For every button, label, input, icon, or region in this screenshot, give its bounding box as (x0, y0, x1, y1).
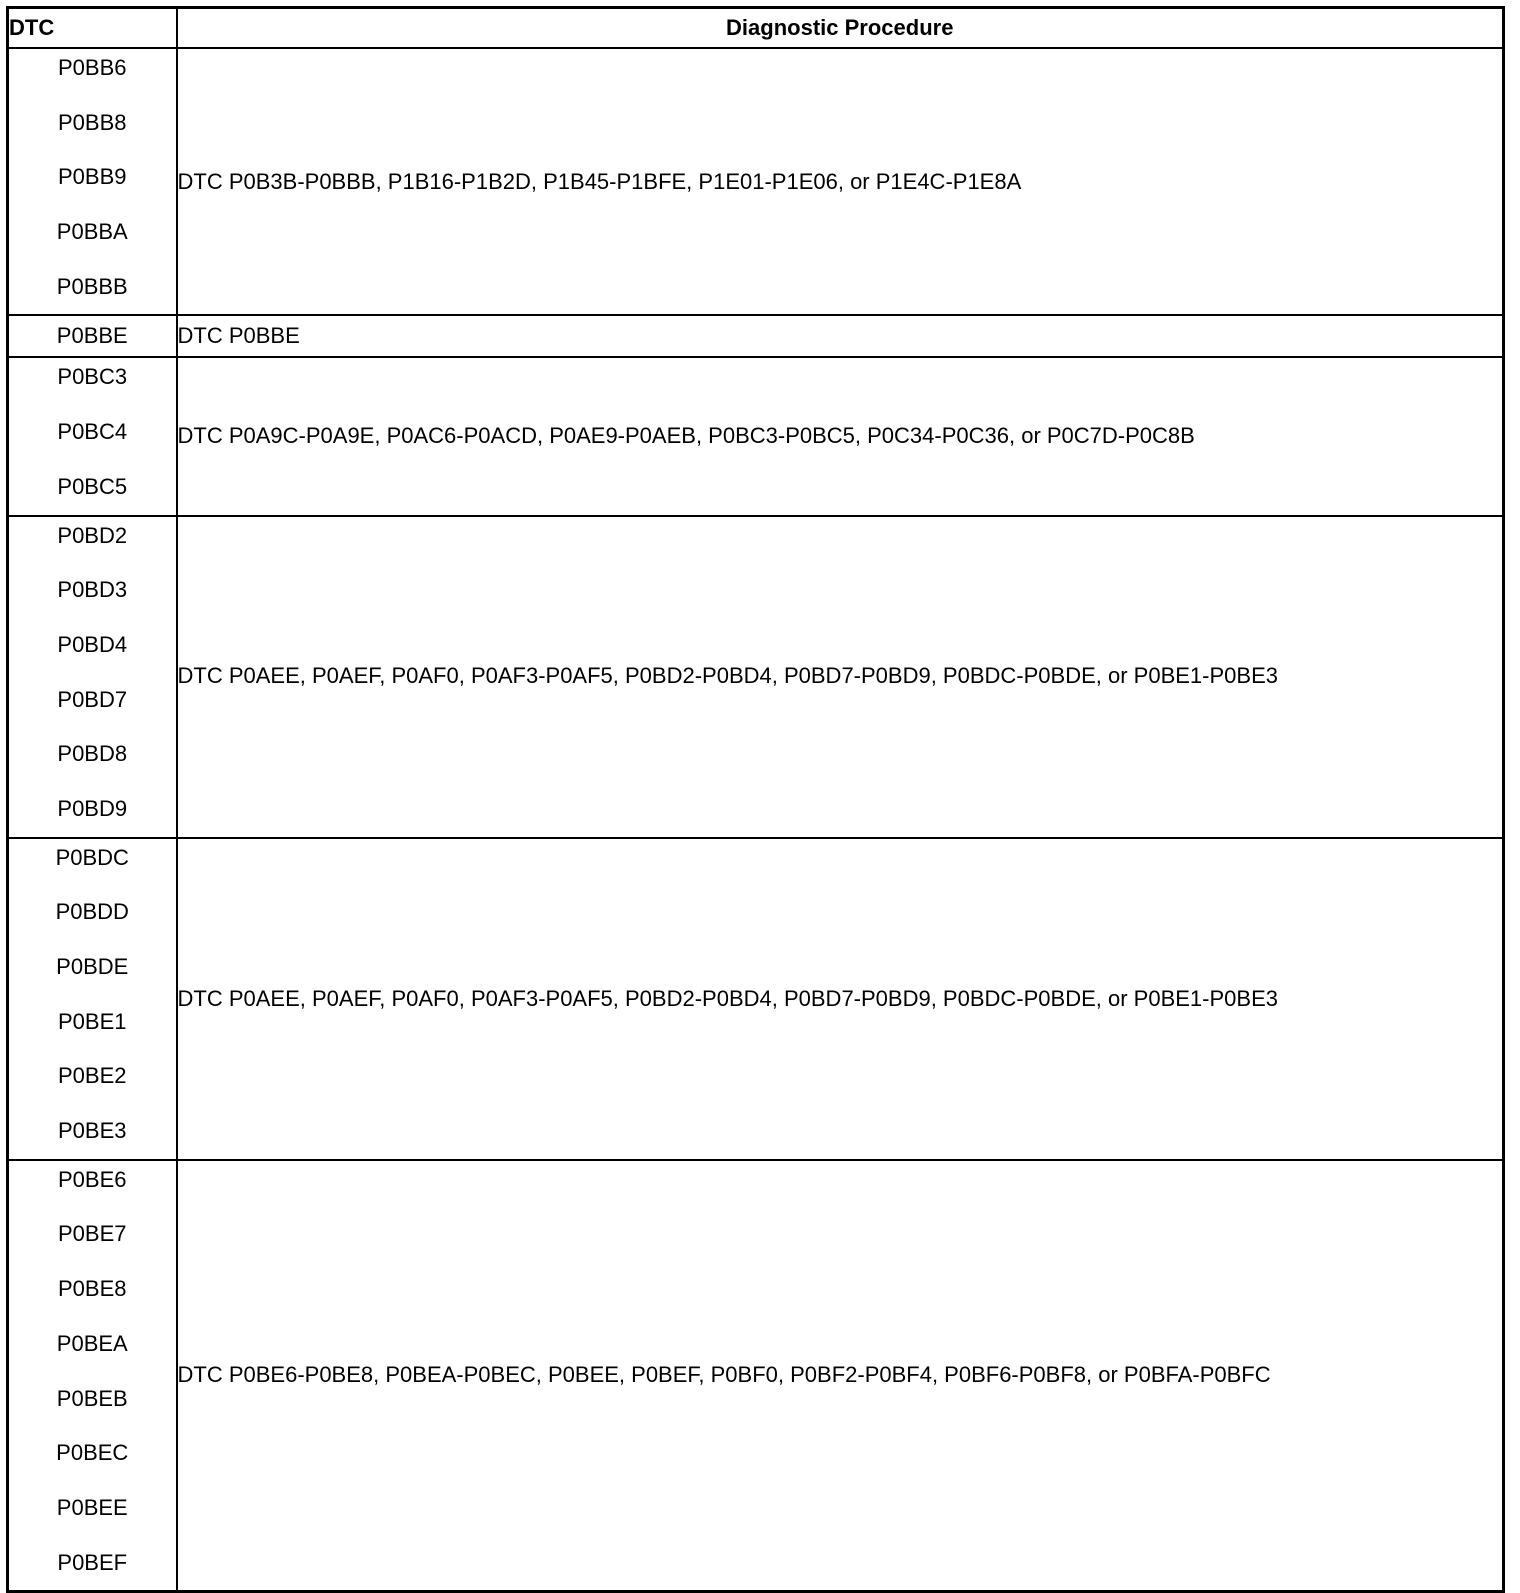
table-row (8, 516, 1504, 838)
dtc-code: P0BD4 (57, 631, 128, 657)
dtc-code: P0BC3 (57, 364, 128, 390)
dtc-code: P0BDD (55, 899, 129, 925)
diagnostic-procedure-cell: DTC P0BBE (177, 315, 1504, 357)
dtc-codes-cell (8, 1160, 177, 1592)
dtc-code: P0BE7 (58, 1221, 127, 1247)
table-row (8, 1160, 1504, 1592)
dtc-code: P0BD2 (57, 522, 128, 548)
dtc-code: P0BEA (56, 1330, 128, 1356)
dtc-code: P0BB9 (58, 164, 127, 190)
table-row (8, 315, 1504, 357)
diagnostic-procedure-cell: DTC P0B3B-P0BBB, P1B16-P1B2D, P1B45-P1BFE, P1E01-P1E06, or P1E4C-P1E8A (177, 48, 1504, 315)
dtc-code: P0BC4 (57, 419, 128, 445)
dtc-codes-cell (8, 516, 177, 838)
dtc-code: P0BEB (56, 1385, 128, 1411)
dtc-code: P0BE8 (58, 1276, 127, 1302)
diagnostic-procedure-cell: DTC P0BE6-P0BE8, P0BEA-P0BEC, P0BEE, P0BEF, P0BF0, P0BF2-P0BF4, P0BF6-P0BF8, or P0BFA-P0BFC (177, 1160, 1504, 1592)
diagnostic-procedure-cell: DTC P0AEE, P0AEF, P0AF0, P0AF3-P0AF5, P0BD2-P0BD4, P0BD7-P0BD9, P0BDC-P0BDE, or P0BE1-P0BE3 (177, 516, 1504, 838)
dtc-code: P0BE2 (58, 1063, 127, 1089)
header-dtc: DTC (8, 8, 177, 49)
table-row (8, 838, 1504, 1160)
dtc-code: P0BB8 (58, 109, 127, 135)
table-row (8, 357, 1504, 515)
dtc-code: P0BE6 (58, 1166, 127, 1192)
dtc-procedure-table (6, 6, 1505, 1593)
dtc-code: P0BBB (56, 273, 128, 299)
dtc-code: P0BEE (56, 1494, 128, 1520)
dtc-code: P0BBA (56, 219, 128, 245)
dtc-code: P0BD9 (57, 795, 128, 821)
dtc-codes-cell (8, 48, 177, 315)
table-row (8, 48, 1504, 315)
header-diagnostic-procedure: Diagnostic Procedure (177, 8, 1504, 49)
dtc-codes-cell (8, 357, 177, 515)
dtc-code: P0BEC (56, 1440, 129, 1466)
diagnostic-procedure-cell: DTC P0A9C-P0A9E, P0AC6-P0ACD, P0AE9-P0AEB, P0BC3-P0BC5, P0C34-P0C36, or P0C7D-P0C8B (177, 357, 1504, 515)
dtc-code: P0BBE (56, 323, 128, 349)
dtc-code: P0BD3 (57, 577, 128, 603)
dtc-code: P0BDE (56, 954, 129, 979)
table-body (8, 48, 1504, 1592)
dtc-code: P0BDC (55, 844, 129, 870)
dtc-code: P0BB6 (58, 55, 127, 80)
dtc-code: P0BE1 (58, 1008, 127, 1034)
dtc-code: P0BE3 (58, 1118, 127, 1144)
dtc-code: P0BEF (57, 1549, 128, 1575)
dtc-code: P0BD8 (57, 741, 128, 767)
dtc-codes-cell (8, 838, 177, 1160)
dtc-code: P0BD7 (57, 686, 128, 712)
diagnostic-procedure-cell: DTC P0AEE, P0AEF, P0AF0, P0AF3-P0AF5, P0BD2-P0BD4, P0BD7-P0BD9, P0BDC-P0BDE, or P0BE1-P0BE3 (177, 838, 1504, 1160)
table-header-row (8, 8, 1504, 49)
dtc-code: P0BC5 (57, 473, 128, 499)
